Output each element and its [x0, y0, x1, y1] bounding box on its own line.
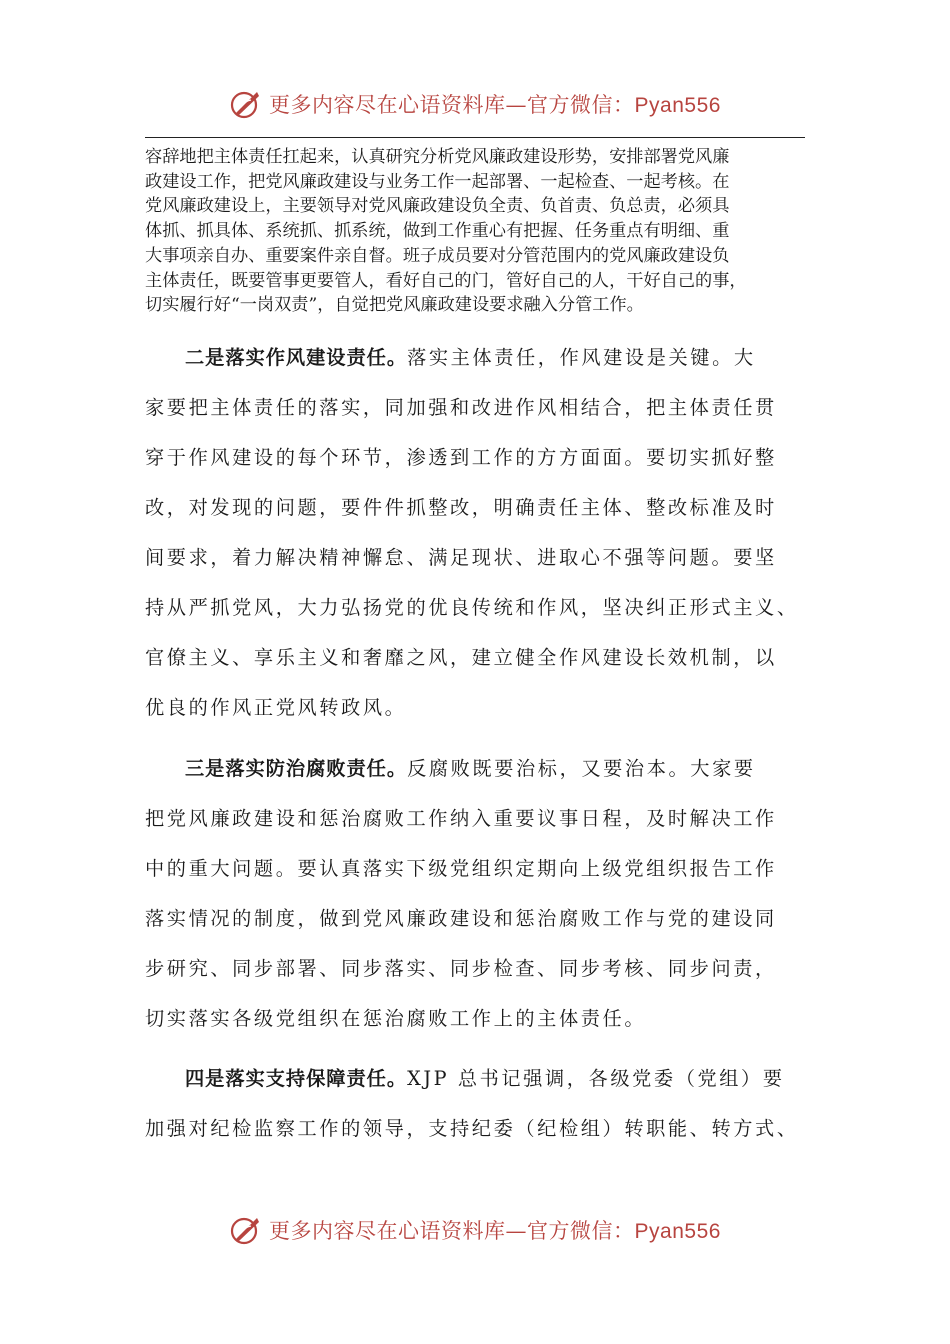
continued-paragraph [145, 145, 810, 318]
section-line: 改，对发现的问题，要件件抓整改，明确责任主体、整改标准及时 [145, 496, 777, 519]
section-line: 穿于作风建设的每个环节，渗透到工作的方方面面。要切实抓好整 [145, 446, 777, 469]
quill-logo-icon [229, 1213, 263, 1247]
section-heading: 三是落实防治腐败责任。 [185, 757, 408, 780]
section-line: 官僚主义、享乐主义和奢靡之风，建立健全作风建设长效机制，以 [145, 646, 777, 669]
footer-banner [0, 1210, 950, 1250]
header-divider [145, 137, 805, 138]
section-line: 中的重大问题。要认真落实下级党组织定期向上级党组织报告工作 [145, 857, 777, 880]
paragraph-line: 大事项亲自办、重要案件亲自督。班子成员要对分管范围内的党风廉政建设负 [145, 245, 730, 266]
section-line: 切实落实各级党组织在惩治腐败工作上的主体责任。 [145, 1007, 647, 1030]
banner-text [269, 89, 721, 119]
section-line: 优良的作风正党风转政风。 [145, 696, 407, 719]
banner-suffix: 官方微信： [527, 1219, 635, 1243]
section-first-text: 反腐败既要治标，又要治本。大家要 [407, 757, 756, 780]
section-line: 步研究、同步部署、同步落实、同步检查、同步考核、同步问责， [145, 957, 777, 980]
banner-suffix: 官方微信： [527, 93, 635, 117]
header-banner [0, 84, 950, 124]
section-first-line [145, 333, 825, 383]
section-line: 加强对纪检监察工作的领导，支持纪委（纪检组）转职能、转方式、 [145, 1117, 799, 1140]
section-support-guarantee [145, 1054, 825, 1154]
section-line: 间要求，着力解决精神懈怠、满足现状、进取心不强等问题。要坚 [145, 546, 777, 569]
banner-text [269, 1215, 721, 1245]
section-work-style [145, 333, 825, 733]
banner-wechat-id: Pyan556 [634, 94, 721, 117]
banner-title: 更多内容尽在心语资料库— [269, 1219, 528, 1243]
section-line: 家要把主体责任的落实，同加强和改进作风相结合，把主体责任贯 [145, 396, 777, 419]
section-line: 把党风廉政建设和惩治腐败工作纳入重要议事日程，及时解决工作 [145, 807, 777, 830]
section-anti-corruption [145, 744, 825, 1044]
paragraph-line: 党风廉政建设上，主要领导对党风廉政建设负全责、负首责、负总责，必须具 [145, 196, 730, 217]
paragraph-line: 主体责任，既要管事更要管人，看好自己的门，管好自己的人，干好自己的事， [145, 270, 747, 291]
banner-wechat-id: Pyan556 [634, 1220, 721, 1243]
paragraph-line: 体抓、抓具体、系统抓、抓系统，做到工作重心有把握、任务重点有明细、重 [145, 221, 730, 242]
section-heading: 二是落实作风建设责任。 [185, 346, 408, 369]
paragraph-line: 容辞地把主体责任扛起来，认真研究分析党风廉政建设形势，安排部署党风廉 [145, 147, 730, 167]
section-line: 持从严抓党风，大力弘扬党的优良传统和作风，坚决纠正形式主义、 [145, 596, 799, 619]
banner-title: 更多内容尽在心语资料库— [269, 93, 528, 117]
paragraph-line: 政建设工作，把党风廉政建设与业务工作一起部署、一起检查、一起考核。在 [145, 171, 730, 192]
quill-logo-icon [229, 87, 263, 121]
section-first-line [145, 1054, 825, 1104]
section-line: 落实情况的制度，做到党风廉政建设和惩治腐败工作与党的建设同 [145, 907, 777, 930]
section-first-text: 落实主体责任，作风建设是关键。大 [407, 346, 756, 369]
paragraph-line: 切实履行好“一岗双责”，自觉把党风廉政建设要求融入分管工作。 [145, 295, 644, 316]
section-heading: 四是落实支持保障责任。 [185, 1067, 408, 1090]
section-first-line [145, 744, 825, 794]
section-first-text: XJP 总书记强调，各级党委（党组）要 [407, 1067, 785, 1090]
